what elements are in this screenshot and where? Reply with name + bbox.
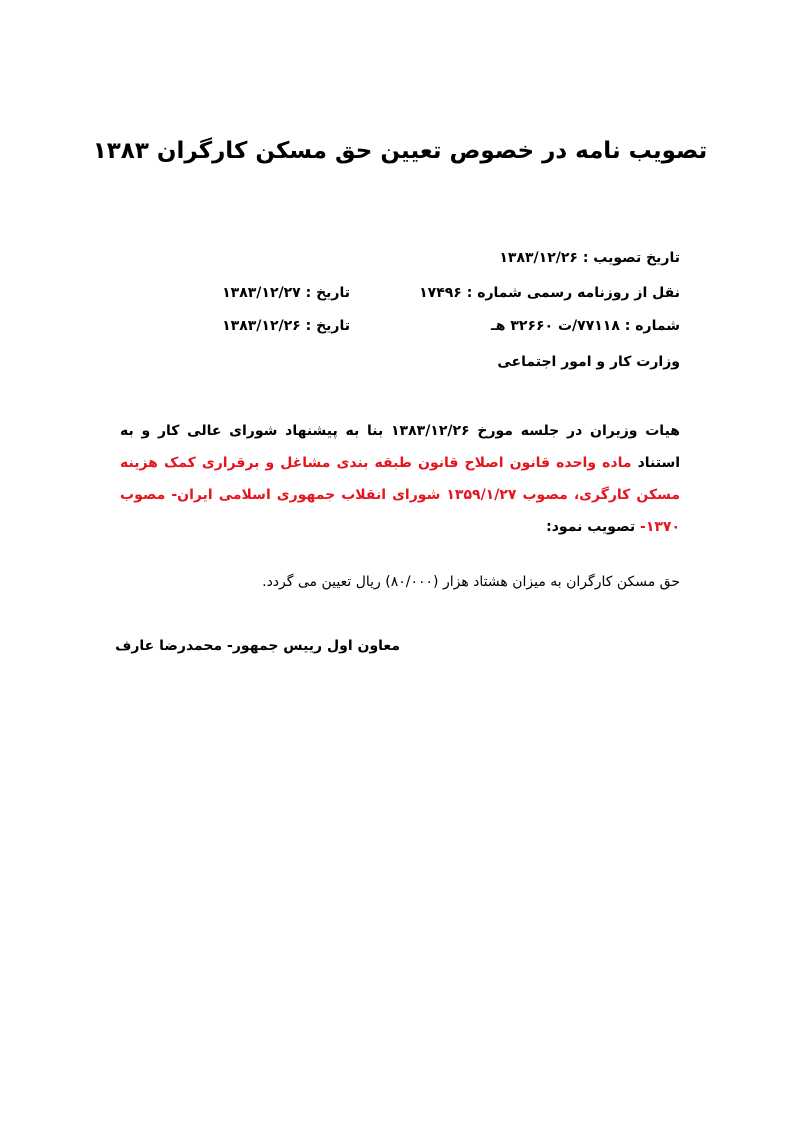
resolution-paragraph bbox=[120, 415, 680, 543]
letter-number: شماره : ۷۷۱۱۸/ت ۳۲۶۶۰ هـ bbox=[491, 318, 680, 334]
document-title: تصویب نامه در خصوص تعیین حق مسکن کارگران ۱۳۸۳ bbox=[92, 138, 708, 164]
approval-date: تاریخ تصویب : ۱۳۸۳/۱۲/۲۶ bbox=[499, 250, 680, 266]
resolution-intro: هیات وزیران در جلسه مورخ ۱۳۸۳/۱۲/۲۶ بنا به پیشنهاد شورای عالی کار و به استناد bbox=[120, 423, 681, 471]
decision-text: حق مسکن کارگران به میزان هشتاد هزار (۸۰/۰۰۰) ریال تعیین می گردد. bbox=[262, 574, 680, 590]
gazette-date: تاریخ : ۱۳۸۳/۱۲/۲۷ bbox=[222, 285, 350, 301]
letter-date: تاریخ : ۱۳۸۳/۱۲/۲۶ bbox=[222, 318, 350, 334]
gazette-number: نقل از روزنامه رسمی شماره : ۱۷۴۹۶ bbox=[419, 285, 680, 301]
resolution-closing: تصویب نمود: bbox=[546, 519, 640, 535]
ministry-name: وزارت کار و امور اجتماعی bbox=[497, 354, 680, 370]
signature-line: معاون اول رییس جمهور- محمدرضا عارف bbox=[115, 638, 400, 654]
resolution-legal-reference: ماده واحده قانون اصلاح قانون طبقه بندی مشاغل و برقراری کمک هزینه مسکن کارگری، مصوب ۱۳۵۹/۱/۲۷ شورای انقلاب جمهوری اسلامی ایران- مصوب ۱۳۷۰- bbox=[120, 455, 680, 535]
